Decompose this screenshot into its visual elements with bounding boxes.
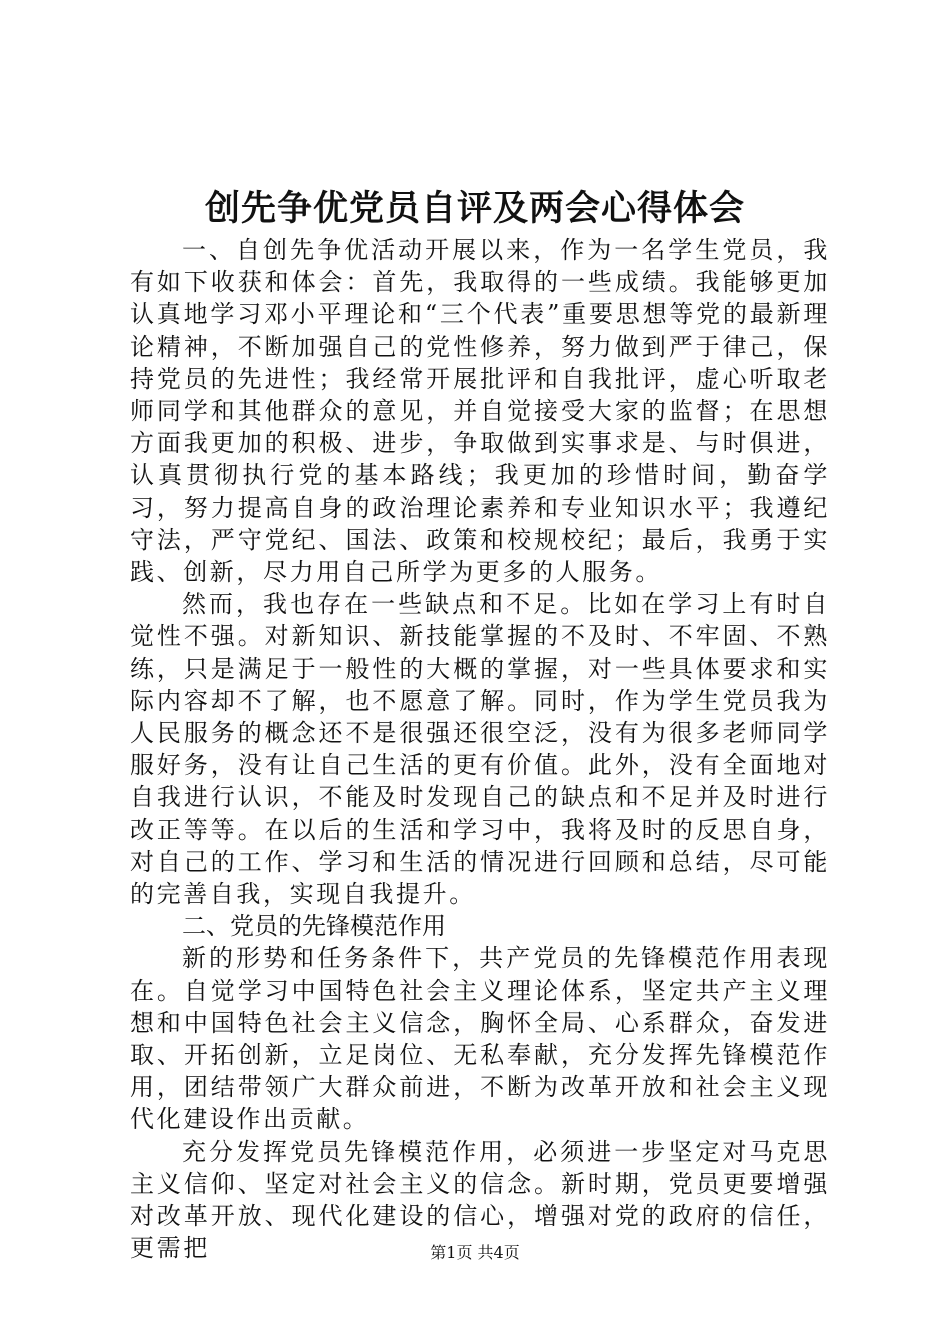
paragraph-vanguard-role: 新的形势和任务条件下，共产党员的先锋模范作用表现在。自觉学习中国特色社会主义理论体系，坚定共产主义理想和中国特色社会主义信念，胸怀全局、心系群众，奋发进取、开拓创新，立足岗位、无私奉献，充分发挥先锋模范作用，团结带领广大群众前进，不断为改革开放和社会主义现代化建设作出贡献。 [130,944,830,1134]
document-title: 创先争优党员自评及两会心得体会 [204,188,745,229]
section-heading-vanguard-role: 二、党员的先锋模范作用 [182,912,446,941]
paragraph-shortcomings: 然而，我也存在一些缺点和不足。比如在学习上有时自觉性不强。对新知识、新技能掌握的不及时、不牢固、不熟练，只是满足于一般性的大概的掌握，对一些具体要求和实际内容却不了解，也不愿意了解。同时，作为学生党员我为人民服务的概念还不是很强还很空泛，没有为很多老师同学服好务，没有让自己生活的更有价值。此外，没有全面地对自我进行认识，不能及时发现自己的缺点和不足并及时进行改正等等。在以后的生活和学习中，我将及时的反思自身，对自己的工作、学习和生活的情况进行回顾和总结，尽可能的完善自我，实现自我提升。 [130,590,830,909]
document-body [130,234,830,1265]
paragraph-achievements: 一、自创先争优活动开展以来，作为一名学生党员，我有如下收获和体会：首先，我取得的一些成绩。我能够更加认真地学习邓小平理论和“三个代表”重要思想等党的最新理论精神，不断加强自己的党性修养，努力做到严于律己，保持党员的先进性；我经常开展批评和自我批评，虚心听取老师同学和其他群众的意见，并自觉接受大家的监督；在思想方面我更加的积极、进步，争取做到实事求是、与时俱进，认真贯彻执行党的基本路线；我更加的珍惜时间，勤奋学习，努力提高自身的政治理论素养和专业知识水平；我遵纪守法，严守党纪、国法、政策和校规校纪；最后，我勇于实践、创新，尽力用自己所学为更多的人服务。 [130,236,830,587]
page-number-footer: 第1页 共4页 [430,1243,520,1262]
paragraph-belief: 充分发挥党员先锋模范作用，必须进一步坚定对马克思主义信仰、坚定对社会主义的信念。新时期，党员更要增强对改革开放、现代化建设的信心，增强对党的政府的信任，更需把 [130,1137,830,1263]
